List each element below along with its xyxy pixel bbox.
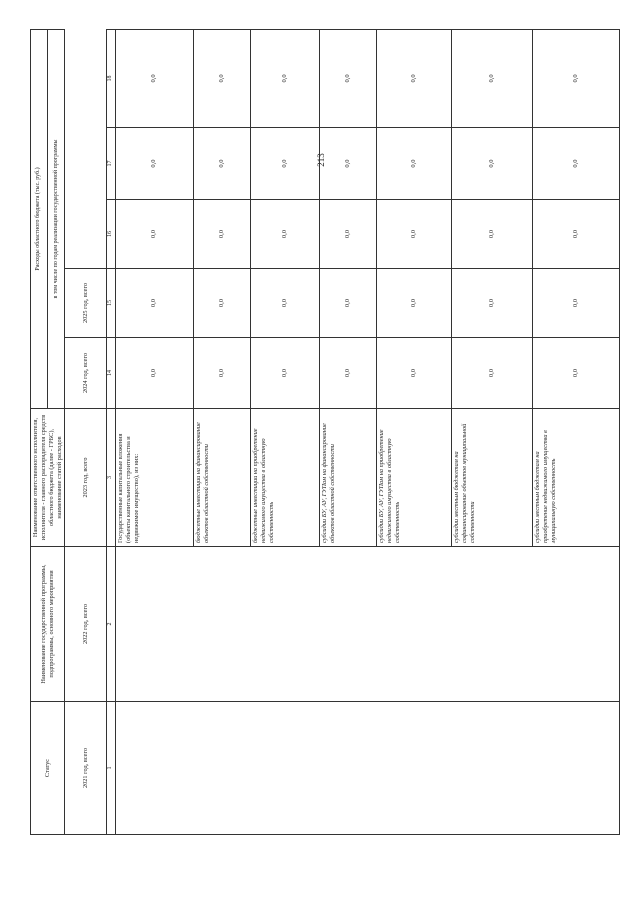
column-number: 17	[107, 128, 116, 200]
column-number: 14	[107, 338, 116, 409]
header-year-2021: 2021 год, всего	[65, 702, 107, 835]
value-cell: 0,0	[533, 338, 620, 409]
column-number: 16	[107, 200, 116, 269]
value-cell: 0,0	[377, 200, 452, 269]
row-label: Государственные капитальные вложения (объекты капитального строительства и недвижимое имущество), из них:	[115, 409, 193, 547]
value-cell: 0,0	[452, 338, 533, 409]
row-label: бюджетные инвестиции на приобретение недвижимого имущества в областную собственность	[251, 409, 320, 547]
header-program-name: Наименование государственной программы, подпрограммы, основного мероприятия	[31, 547, 65, 702]
header-status: Статус	[31, 702, 65, 835]
value-cell: 0,0	[194, 200, 251, 269]
header-expenses-title: Расходы областного бюджета (тыс. руб.)	[31, 29, 48, 408]
column-number: 15	[107, 269, 116, 338]
value-cell: 0,0	[320, 338, 377, 409]
row-label: субсидии местным бюджетам на приобретение недвижимого имущества в муниципальную собственность	[533, 409, 620, 547]
header-year-2025: 2025 год, всего	[65, 269, 107, 338]
value-cell: 0,0	[194, 269, 251, 338]
header-year-2022: 2022 год, всего	[65, 547, 107, 702]
value-cell: 0,0	[115, 29, 193, 127]
program-name-cell	[115, 547, 620, 702]
value-cell: 0,0	[452, 200, 533, 269]
value-cell: 0,0	[320, 29, 377, 127]
value-cell: 0,0	[251, 338, 320, 409]
value-cell: 0,0	[194, 338, 251, 409]
header-year-2023: 2023 год, всего	[65, 409, 107, 547]
value-cell: 0,0	[377, 338, 452, 409]
header-expenses-subtitle: в том числе по годам реализации государственной программы	[48, 29, 65, 408]
value-cell: 0,0	[377, 128, 452, 200]
budget-table-container	[30, 30, 607, 835]
value-cell: 0,0	[251, 128, 320, 200]
value-cell: 0,0	[533, 29, 620, 127]
value-cell: 0,0	[377, 29, 452, 127]
value-cell: 0,0	[452, 128, 533, 200]
column-number: 3	[107, 409, 116, 547]
column-numbers-row	[107, 29, 116, 834]
value-cell: 0,0	[115, 128, 193, 200]
value-cell: 0,0	[533, 128, 620, 200]
header-year-2024: 2024 год, всего	[65, 338, 107, 409]
value-cell: 0,0	[533, 269, 620, 338]
value-cell: 0,0	[251, 269, 320, 338]
column-number: 1	[107, 702, 116, 835]
value-cell: 0,0	[320, 128, 377, 200]
value-cell: 0,0	[377, 269, 452, 338]
column-number: 2	[107, 547, 116, 702]
value-cell: 0,0	[115, 338, 193, 409]
status-cell	[115, 702, 620, 835]
page-number: 213	[316, 153, 326, 167]
column-number: 18	[107, 29, 116, 127]
value-cell: 0,0	[115, 269, 193, 338]
value-cell: 0,0	[115, 200, 193, 269]
value-cell: 0,0	[194, 29, 251, 127]
value-cell: 0,0	[533, 200, 620, 269]
row-label: субсидии БУ, АУ, ГУПам на приобретение недвижимого имущества в областную собственность	[377, 409, 452, 547]
row-label: субсидии БУ, АУ, ГУПам на финансирование объектов областной собственности	[320, 409, 377, 547]
value-cell: 0,0	[251, 200, 320, 269]
value-cell: 0,0	[452, 29, 533, 127]
budget-table	[30, 29, 620, 835]
value-cell: 0,0	[452, 269, 533, 338]
row-label: бюджетные инвестиции на финансирование объектов областной собственности	[194, 409, 251, 547]
value-cell: 0,0	[320, 269, 377, 338]
value-cell: 0,0	[194, 128, 251, 200]
header-executor: Наименование ответственного исполнителя, исполнителя - главного распорядителя средств областного бюджета (далее - ГРБС), наименование статей расходов	[31, 409, 65, 547]
value-cell: 0,0	[320, 200, 377, 269]
row-label: субсидии местным бюджетам на софинансирование объектов муниципальной собственности	[452, 409, 533, 547]
table-row	[115, 29, 193, 834]
value-cell: 0,0	[251, 29, 320, 127]
